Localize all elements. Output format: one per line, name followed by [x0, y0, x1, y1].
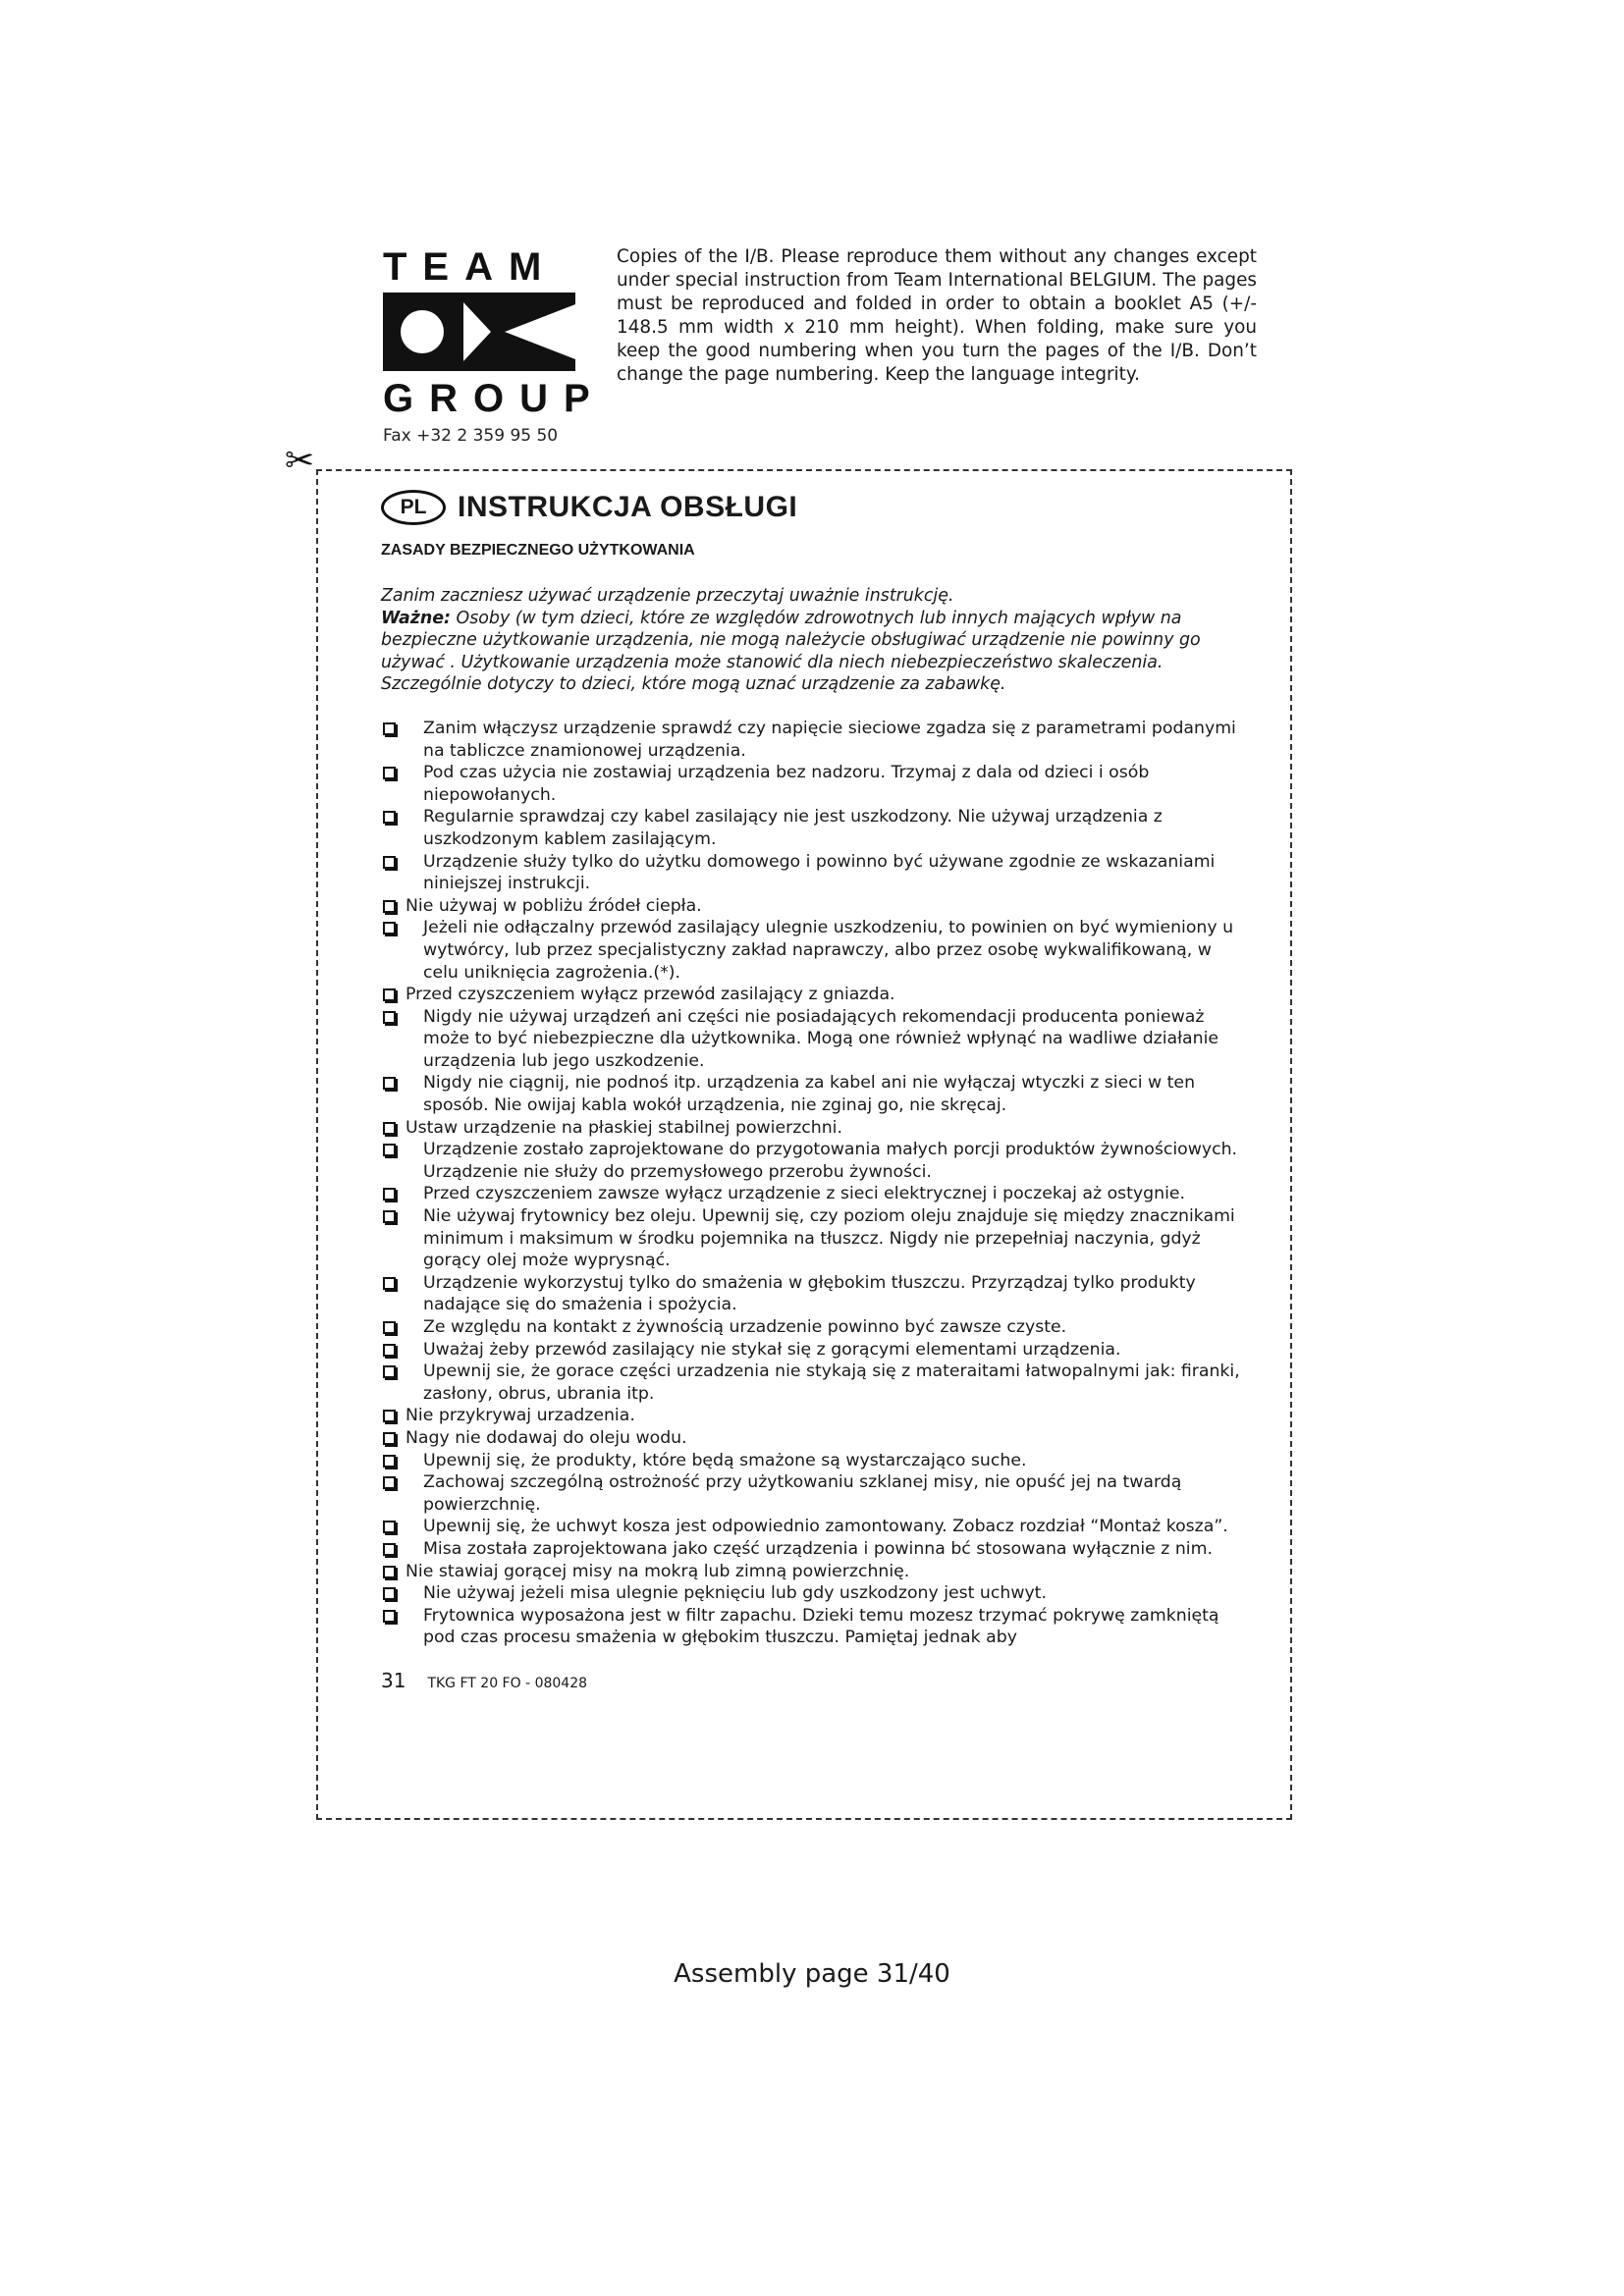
language-heading	[381, 487, 1245, 528]
list-item	[381, 1316, 1245, 1339]
rule-text: Pod czas użycia nie zostawiaj urządzenia bez nadzoru. Trzymaj z dala od dzieci i osób niepowołanych.	[423, 763, 1150, 805]
rule-text: Uważaj żeby przewód zasilający nie stykał się z gorącymi elementami urządzenia.	[423, 1339, 1121, 1360]
rule-text: Nagy nie dodawaj do oleju wodu.	[406, 1427, 687, 1448]
list-item	[381, 1339, 1245, 1362]
list-item	[381, 1605, 1245, 1649]
list-item	[381, 1072, 1245, 1116]
rule-text: Nie używaj w pobliżu źródeł ciepła.	[406, 895, 702, 916]
list-item	[381, 1405, 1245, 1427]
checkbox-bullet-icon	[383, 1610, 396, 1623]
checkbox-bullet-icon	[383, 1455, 396, 1468]
rule-text: Upewnij się, że uchwyt kosza jest odpowiednio zamontowany. Zobacz rozdział “Montaż kosza”.	[423, 1517, 1228, 1537]
rule-text: Nie stawiaj gorącej misy na mokrą lub zimną powierzchnię.	[406, 1561, 910, 1581]
checkbox-bullet-icon	[383, 1011, 396, 1024]
rule-text: Urządzenie służy tylko do użytku domowego i powinno być używane zgodnie ze wskazaniami niniejszej instrukcji.	[423, 851, 1216, 894]
checkbox-bullet-icon	[383, 1321, 396, 1334]
rule-text: Urządzenie wykorzystuj tylko do smażenia w głębokim tłuszczu. Przyrządzaj tylko produkty nadające się do smażenia i spożycia.	[423, 1272, 1196, 1315]
safety-rules-list	[381, 718, 1245, 1649]
warning-text: Osoby (w tym dzieci, które ze względów zdrowotnych lub innych mających wpływ na bezpieczne użytkowanie urządzenia, nie mogą należycie obsługiwać urządzenie nie powinny go używać . Użytkowanie urządzenia może stanowić dla niech niebezpieczeństwo skaleczenia. Szczególnie dotyczy to dzieci, które mogą uznać urządzenie za zabawkę.	[381, 608, 1201, 695]
list-item	[381, 1139, 1245, 1183]
checkbox-bullet-icon	[383, 1365, 396, 1378]
rule-text: Ustaw urządzenie na płaskiej stabilnej powierzchni.	[406, 1117, 842, 1138]
page-title: INSTRUKCJA OBSŁUGI	[458, 491, 798, 523]
copies-instruction: Copies of the I/B. Please reproduce them without any changes except under special instruction from Team International BELGIUM. The pages must be reproduced and folded in order to obtain a booklet A5 (+/- 148.5 mm width x 210 mm height). When folding, make sure you keep the good numbering when you turn the pages of the I/B. Don’t change the page numbering. Keep the language integrity.	[617, 246, 1257, 385]
list-item	[381, 1582, 1245, 1605]
checkbox-bullet-icon	[383, 1521, 396, 1533]
rule-text: Regularnie sprawdzaj czy kabel zasilający nie jest uszkodzony. Nie używaj urządzenia z uszkodzonym kablem zasilającym.	[423, 807, 1163, 849]
list-item	[381, 851, 1245, 895]
rule-text: Nie używaj jeżeli misa ulegnie pęknięciu lub gdy uszkodzony jest uchwyt.	[423, 1583, 1047, 1604]
list-item	[381, 762, 1245, 806]
list-item	[381, 895, 1245, 918]
rule-text: Zanim włączysz urządzenie sprawdź czy napięcie sieciowe zgadza się z parametrami podanymi na tabliczce znamionowej urządzenia.	[423, 718, 1236, 761]
team-group-logo	[383, 245, 606, 446]
page-number: 31	[381, 1668, 406, 1692]
list-item	[381, 1471, 1245, 1516]
rule-text: Urządzenie zostało zaprojektowane do przygotowania małych porcji produktów żywnościowych. Urządzenie nie służy do przemysłowego przerobu żywności.	[423, 1140, 1238, 1182]
manual-page	[381, 487, 1245, 1692]
logo-word-group: GROUP	[383, 377, 606, 420]
list-item	[381, 718, 1245, 762]
logo-word-team: TEAM	[383, 245, 558, 289]
list-item	[381, 984, 1245, 1006]
checkbox-bullet-icon	[383, 1188, 396, 1201]
checkbox-bullet-icon	[383, 1566, 396, 1578]
list-item	[381, 917, 1245, 984]
checkbox-bullet-icon	[383, 922, 396, 934]
checkbox-bullet-icon	[383, 1410, 396, 1422]
intro-paragraph	[381, 585, 1245, 696]
scissors-icon: ✂	[285, 441, 315, 481]
fax-number: Fax +32 2 359 95 50	[383, 426, 559, 446]
intro-line: Zanim zaczniesz używać urządzenie przeczytaj uważnie instrukcję.	[381, 586, 954, 606]
list-item	[381, 1117, 1245, 1140]
team-group-mark-icon	[383, 293, 575, 371]
rule-text: Jeżeli nie odłączalny przewód zasilający ulegnie uszkodzeniu, to powinien on być wymieniony u wytwórcy, lub przez specjalistyczny zakład naprawczy, albo przez osobę wykwalifikowaną, w celu uniknięcia zagrożenia.(*).	[423, 918, 1234, 983]
rule-text: Frytownica wyposażona jest w filtr zapachu. Dzieki temu mozesz trzymać pokrywę zamkniętą pod czas procesu smażenia w głębokim tłuszczu. Pamiętaj jednak aby	[423, 1605, 1219, 1648]
rule-text: Przed czyszczeniem wyłącz przewód zasilający z gniazda.	[406, 985, 895, 1005]
checkbox-bullet-icon	[383, 856, 396, 869]
rule-text: Ze względu na kontakt z żywnością urzadzenie powinno być zawsze czyste.	[423, 1317, 1067, 1337]
list-item	[381, 1272, 1245, 1316]
list-item	[381, 1561, 1245, 1583]
intro-warning	[381, 608, 1245, 696]
section-title: ZASADY BEZPIECZNEGO UŻYTKOWANIA	[381, 542, 695, 559]
checkbox-bullet-icon	[383, 1144, 396, 1156]
list-item	[381, 1205, 1245, 1272]
list-item	[381, 1361, 1245, 1405]
checkbox-bullet-icon	[383, 767, 396, 779]
checkbox-bullet-icon	[383, 988, 396, 1001]
header	[383, 245, 1267, 446]
checkbox-bullet-icon	[383, 722, 396, 735]
checkbox-bullet-icon	[383, 811, 396, 824]
checkbox-bullet-icon	[383, 1543, 396, 1556]
checkbox-bullet-icon	[383, 1210, 396, 1223]
document-code: TKG FT 20 FO - 080428	[427, 1675, 588, 1691]
list-item	[381, 1516, 1245, 1538]
list-item	[381, 1006, 1245, 1073]
rule-text: Nie przykrywaj urzadzenia.	[406, 1406, 635, 1426]
list-item	[381, 1427, 1245, 1450]
checkbox-bullet-icon	[383, 1344, 396, 1357]
rule-text: Nie używaj frytownicy bez oleju. Upewnij się, czy poziom oleju znajduje się między znacznikami minimum i maksimum w środku pojemnika na tłuszcz. Nigdy nie przepełniaj naczynia, gdyż gorący olej może wyprysnąć.	[423, 1206, 1235, 1271]
checkbox-bullet-icon	[383, 1587, 396, 1600]
language-badge: PL	[381, 490, 446, 525]
rule-text: Upewnij sie, że gorace części urzadzenia nie stykają się z materaitami łatwopalnymi jak: firanki, zasłony, obrus, ubrania itp.	[423, 1362, 1240, 1404]
checkbox-bullet-icon	[383, 1432, 396, 1445]
rule-text: Upewnij się, że produkty, które będą smażone są wystarczająco suche.	[423, 1450, 1027, 1470]
checkbox-bullet-icon	[383, 1077, 396, 1090]
list-item	[381, 1450, 1245, 1472]
checkbox-bullet-icon	[383, 1476, 396, 1489]
checkbox-bullet-icon	[383, 900, 396, 913]
rule-text: Zachowaj szczególną ostrożność przy użytkowaniu szklanej misy, nie opuść jej na twardą powierzchnię.	[423, 1472, 1182, 1515]
rule-text: Przed czyszczeniem zawsze wyłącz urządzenie z sieci elektrycznej i poczekaj aż ostygnie.	[423, 1184, 1186, 1204]
page-footer	[381, 1669, 1245, 1692]
rule-text: Nigdy nie ciągnij, nie podnoś itp. urządzenia za kabel ani nie wyłączaj wtyczki z sieci w ten sposób. Nie owijaj kabla wokół urządzenia, nie zginaj go, nie skręcaj.	[423, 1073, 1196, 1116]
assembly-page-label: Assembly page 31/40	[674, 1959, 950, 1989]
list-item	[381, 806, 1245, 850]
rule-text: Nigdy nie używaj urządzeń ani części nie posiadających rekomendacji producenta ponieważ może to być niebezpieczne dla użytkownika. Mogą one również wpłynąć na wadliwe działanie urządzenia lub jego uszkodzenie.	[423, 1006, 1219, 1071]
list-item	[381, 1538, 1245, 1561]
rule-text: Misa została zaprojektowana jako część urządzenia i powinna bć stosowana wyłącznie z nim.	[423, 1538, 1213, 1559]
checkbox-bullet-icon	[383, 1277, 396, 1290]
warning-label: Ważne:	[381, 608, 451, 628]
checkbox-bullet-icon	[383, 1122, 396, 1135]
list-item	[381, 1183, 1245, 1205]
